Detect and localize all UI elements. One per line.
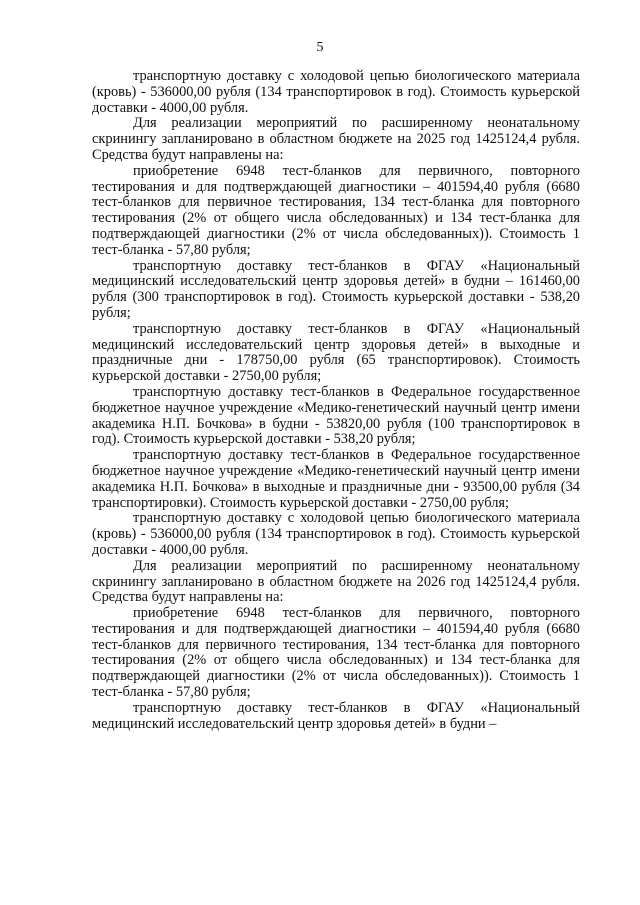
paragraph-delivery-fgau-holidays-2025: транспортную доставку тест-бланков в ФГАУ «Национальный медицинский исследовательский центр здоровья детей» в выходные и праздничные дни - 178750,00 рубля (65 транспортировок). Стоимость курьерской доставки - 2750,00 рубля; [92,320,580,385]
paragraph-delivery-fgau-weekdays-2025: транспортную доставку тест-бланков в ФГАУ «Национальный медицинский исследовательский центр здоровья детей» в будни – 161460,00 рубля (300 транспортировок в год). Стоимость курьерской доставки - 538,20 рубля; [92,257,580,321]
document-body [92,69,580,732]
paragraph-test-forms-purchase-2025: приобретение 6948 тест-бланков для первичного, повторного тестирования и для подтверждающей диагностики – 401594,40 рубля (6680 тест-бланков для первичное тестирования, 134 тест-бланка для повторного тестирования (2% от общего числа обследованных) и 134 тест-бланка для подтверждающей диагностики (2% от числа обследованных)). Стоимость 1 тест-бланка - 57,80 рубля; [92,162,580,258]
paragraph-test-forms-purchase-2026: приобретение 6948 тест-бланков для первичного, повторного тестирования и для подтверждающей диагностики – 401594,40 рубля (6680 тест-бланков для первичного тестирования, 134 тест-бланка для повторного тестирования (2% от общего числа обследованных) и 134 тест-бланка для подтверждающей диагностики (2% от числа обследованных)). Стоимость 1 тест-бланка - 57,80 рубля; [92,605,580,701]
paragraph-delivery-genetic-center-holidays-2025: транспортную доставку тест-бланков в Федеральное государственное бюджетное научное учреждение «Медико-генетический научный центр имени академика Н.П. Бочкова» в выходные и праздничные дни - 93500,00 рубля (34 транспортировки). Стоимость курьерской доставки - 2750,00 рубля; [92,447,580,511]
paragraph-screening-budget-2026: Для реализации мероприятий по расширенному неонатальному скринингу запланировано в областном бюджете на 2026 год 1425124,4 рубля. Средства будут направлены на: [92,557,580,606]
paragraph-delivery-genetic-center-weekdays-2025: транспортную доставку тест-бланков в Федеральное государственное бюджетное научное учреждение «Медико-генетический научный центр имени академика Н.П. Бочкова» в будни - 53820,00 рубля (100 транспортировок в год). Стоимость курьерской доставки - 538,20 рубля; [92,383,580,448]
paragraph-delivery-fgau-weekdays-2026: транспортную доставку тест-бланков в ФГАУ «Национальный медицинский исследовательский центр здоровья детей» в будни – [92,699,580,732]
paragraph-transport-cold-chain-2025: транспортную доставку с холодовой цепью биологического материала (кровь) - 536000,00 рубля (134 транспортировок в год). Стоимость курьерской доставки - 4000,00 рубля. [92,68,580,116]
paragraph-screening-budget-2025: Для реализации мероприятий по расширенному неонатальному скринингу запланировано в областном бюджете на 2025 год 1425124,4 рубля. Средства будут направлены на: [92,115,580,163]
paragraph-transport-cold-chain-2025-b: транспортную доставку с холодовой цепью биологического материала (кровь) - 536000,00 рубля (134 транспортировок в год). Стоимость курьерской доставки - 4000,00 рубля. [92,510,580,558]
page-number: 5 [316,40,324,55]
